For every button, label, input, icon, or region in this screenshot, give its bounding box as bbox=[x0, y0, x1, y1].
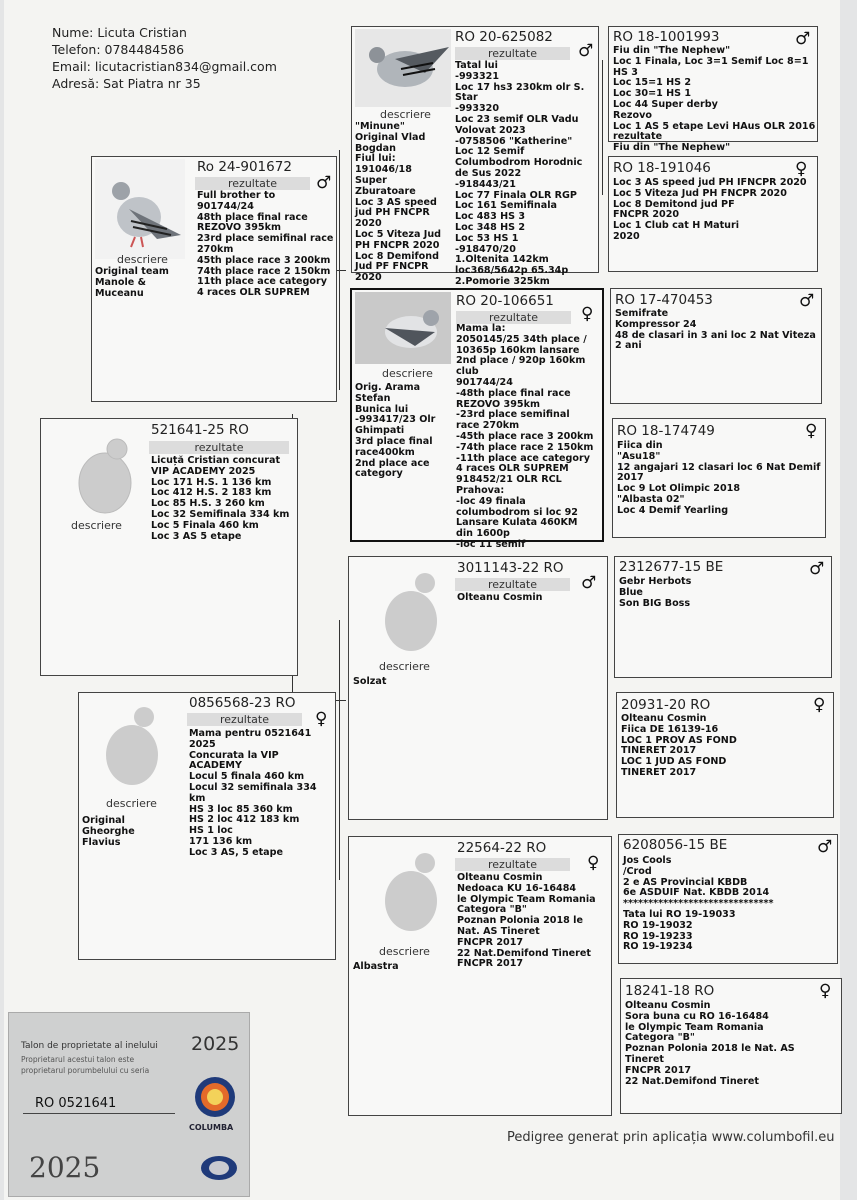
results-text: Tatal lui -993321 Loc 17 hs3 230km olr S. Star -993320 Loc 23 semif OLR Vadu Volovat 2023 -0758506 "Katherine" Loc 12 Semif Columbodrom Horodnic de Sus 2022 -918443/21 Loc 77 Finala OLR RGP Loc 161 Semifinala Loc 483 HS 3 Loc 348 HS 2 Loc 53 HS 1 -918470/20 1.Oltenita 142km loc368/5642p 65.34p 2.Pomorie 325km bbox=[455, 60, 585, 287]
results-text: Jos Cools /Crod 2 e AS Provincial KBDB 6e ASDUIF Nat. KBDB 2014 ****************************** Tata lui RO 19-19033 RO 19-19032 RO 19-19233 RO 19-19234 bbox=[623, 855, 774, 953]
ring-number: RO 20-625082 bbox=[455, 29, 553, 45]
pedigree-card-sds bbox=[610, 288, 822, 404]
pigeon-photo-placeholder bbox=[82, 695, 177, 795]
results-label: rezultate bbox=[195, 177, 310, 190]
talon-title: Talon de proprietate al inelului bbox=[21, 1041, 158, 1051]
origin-text: Original Gheorghe Flavius bbox=[82, 815, 135, 848]
pigeon-photo bbox=[355, 292, 451, 364]
color-text: Solzat bbox=[353, 676, 387, 687]
female-icon: ♀ bbox=[587, 853, 600, 873]
pedigree-card-sdd bbox=[612, 418, 826, 538]
talon-year: 2025 bbox=[191, 1033, 240, 1055]
male-icon: ♂ bbox=[578, 41, 594, 61]
talon-line-2: proprietarul porumbelului cu seria bbox=[21, 1066, 150, 1075]
male-icon: ♂ bbox=[795, 29, 811, 49]
ring-number: RO 18-174749 bbox=[617, 423, 715, 439]
results-label: rezultate bbox=[455, 858, 570, 871]
description-text: Orig. Arama Stefan Bunica lui -993417/23 Olr Ghimpati 3rd place final race400km 2nd place ace category bbox=[355, 382, 436, 480]
pedigree-card-sire-dam bbox=[350, 288, 604, 550]
pedigree-card-dam-sire bbox=[348, 556, 608, 820]
results-text: Licuță Cristian concurat VIP ACADEMY 2025 Loc 171 H.S. 1 136 km Loc 412 H.S. 2 183 km Loc 85 H.S. 3 260 km Loc 32 Semifinala 334 km Loc 5 Finala 460 km Loc 3 AS 5 etape bbox=[151, 455, 290, 542]
pedigree-card-main bbox=[40, 418, 298, 676]
federation-logo bbox=[199, 1153, 239, 1183]
description-text: "Minune" Original Vlad Bogdan Fiul lui: 191046/18 Super Zburatoare Loc 3 AS speed jud PH FNCPR 2020 Loc 5 Viteza Jud PH FNCPR 2020 Loc 8 Demifond Jud PF FNCPR 2020 bbox=[355, 121, 442, 284]
pedigree-card-sire bbox=[91, 156, 337, 402]
results-text: Loc 3 AS speed jud PH IFNCPR 2020 Loc 5 Viteza Jud PH FNCPR 2020 Loc 8 Demitond jud PF FNCPR 2020 Loc 1 Club cat H Maturi 2020 bbox=[613, 177, 807, 242]
male-icon: ♂ bbox=[809, 559, 825, 579]
ring-number: RO 20-106651 bbox=[456, 293, 554, 309]
ring-number: 3011143-22 RO bbox=[457, 560, 564, 576]
pigeon-photo-placeholder bbox=[359, 841, 459, 941]
description-label: descriere bbox=[117, 253, 168, 266]
ring-number: Ro 24-901672 bbox=[197, 159, 292, 175]
pedigree-card-dss bbox=[614, 556, 832, 678]
connector-line bbox=[339, 150, 340, 390]
results-label: rezultate bbox=[455, 578, 570, 591]
owner-address: Adresă: Sat Piatra nr 35 bbox=[52, 76, 201, 91]
pedigree-card-dam bbox=[78, 692, 336, 960]
female-icon: ♀ bbox=[813, 695, 826, 715]
male-icon: ♂ bbox=[817, 837, 833, 857]
ring-number: 18241-18 RO bbox=[625, 983, 715, 999]
owner-contact bbox=[52, 24, 277, 92]
pedigree-card-sire-sire bbox=[351, 26, 599, 287]
ring-number: RO 18-1001993 bbox=[613, 29, 720, 45]
pigeon-photo bbox=[95, 159, 185, 259]
ring-number: RO 17-470453 bbox=[615, 292, 713, 308]
pigeon-photo-placeholder bbox=[359, 561, 459, 661]
pedigree-card-dam-dam bbox=[348, 836, 612, 1116]
color-text: Albastra bbox=[353, 961, 399, 972]
owner-phone: Telefon: 0784484586 bbox=[52, 42, 185, 57]
owner-name: Nume: Licuta Cristian bbox=[52, 25, 187, 40]
ring-number: 20931-20 RO bbox=[621, 697, 711, 713]
talon-ring-number: RO 0521641 bbox=[23, 1095, 175, 1114]
female-icon: ♀ bbox=[581, 304, 594, 324]
female-icon: ♀ bbox=[819, 981, 832, 1001]
pedigree-card-sss bbox=[608, 26, 818, 154]
origin-text: Original team Manole & Muceanu bbox=[95, 266, 169, 299]
results-text: Mama la: 2050145/25 34th place / 10365p 160km lansare 2nd place / 920p 160km club 901744/24 -48th place final race REZOVO 395km -23rd place semifinal race 270km -45th place race 3 200km -74th place race 2 150km -11th place ace category 4 races OLR SUPREM 918452/21 OLR RCL Prahova: -loc 49 finala columbodrom si loc 92 Lansare Kulata 460KM din 1600p -loc 11 semif bbox=[456, 323, 594, 550]
ownership-talon bbox=[8, 1012, 250, 1197]
results-label: rezultate bbox=[149, 441, 289, 454]
connector-line bbox=[339, 620, 340, 880]
results-text: Olteanu Cosmin Sora buna cu RO 16-16484 le Olympic Team Romania Categora "B" Poznan Polonia 2018 le Nat. AS Tineret FNCPR 2017 22 Nat.Demifond Tineret bbox=[625, 1000, 795, 1087]
connector-line bbox=[292, 674, 293, 694]
results-text: Olteanu Cosmin Fiica DE 16139-16 LOC 1 PROV AS FOND TINERET 2017 LOC 1 JUD AS FOND TINERET 2017 bbox=[621, 713, 737, 778]
results-label: rezultate bbox=[455, 47, 570, 60]
description-label: descriere bbox=[382, 367, 433, 380]
talon-big-year: 2025 bbox=[29, 1151, 101, 1184]
footer-text: Pedigree generat prin aplicația www.columbofil.eu bbox=[507, 1130, 835, 1145]
results-text: Full brother to 901744/24 48th place final race REZOVO 395km 23rd place semifinal race 270km 45th place race 3 200km 74th place race 2 150km 11th place ace category 4 races OLR SUPREM bbox=[197, 190, 334, 299]
pedigree-card-dds bbox=[618, 834, 838, 964]
male-icon: ♂ bbox=[581, 573, 597, 593]
female-icon: ♀ bbox=[805, 421, 818, 441]
description-label: descriere bbox=[71, 519, 122, 532]
female-icon: ♀ bbox=[795, 159, 808, 179]
male-icon: ♂ bbox=[799, 291, 815, 311]
results-text: Mama pentru 0521641 2025 Concurata la VIP ACADEMY Locul 5 finala 460 km Locul 32 semifinala 334 km HS 3 loc 85 360 km HS 2 loc 412 183 km HS 1 loc 171 136 km Loc 3 AS, 5 etape bbox=[189, 728, 317, 858]
connector-line bbox=[602, 60, 603, 195]
owner-email: Email: licutacristian834@gmail.com bbox=[52, 59, 277, 74]
description-label: descriere bbox=[379, 945, 430, 958]
talon-line-1: Proprietarul acestui talon este bbox=[21, 1055, 135, 1064]
ring-number: 6208056-15 BE bbox=[623, 837, 728, 853]
ring-number: 0856568-23 RO bbox=[189, 695, 296, 711]
description-label: descriere bbox=[379, 660, 430, 673]
results-text: Olteanu Cosmin bbox=[457, 592, 543, 603]
results-text: Fiica din "Asu18" 12 angajari 12 clasari loc 6 Nat Demif 2017 Loc 9 Lot Olimpic 2018 "Albasta 02" Loc 4 Demif Yearling bbox=[617, 440, 821, 516]
results-label: rezultate bbox=[187, 713, 302, 726]
results-text: Semifrate Kompressor 24 48 de clasari in 3 ani loc 2 Nat Viteza 2 ani bbox=[615, 308, 816, 352]
pedigree-card-dsd bbox=[616, 692, 834, 818]
ring-number: 2312677-15 BE bbox=[619, 559, 724, 575]
columba-brand: COLUMBA bbox=[189, 1123, 234, 1132]
results-label: rezultate bbox=[456, 311, 571, 324]
ring-number: 22564-22 RO bbox=[457, 840, 547, 856]
pedigree-card-ssd bbox=[608, 156, 818, 272]
columba-logo bbox=[193, 1075, 237, 1119]
pigeon-photo-placeholder bbox=[55, 423, 145, 533]
description-label: descriere bbox=[380, 108, 431, 121]
ring-number: 521641-25 RO bbox=[151, 422, 249, 438]
pigeon-photo bbox=[355, 29, 451, 107]
female-icon: ♀ bbox=[315, 709, 328, 729]
pedigree-card-ddd bbox=[620, 978, 842, 1114]
results-text: Fiu din "The Nephew" Loc 1 Finala, Loc 3=1 Semif Loc 8=1 HS 3 Loc 15=1 HS 2 Loc 30=1 HS 1 Loc 44 Super derby Rezovo Loc 1 AS 5 etape Levi HAus OLR 2016 rezultate Fiu din "The Nephew" bbox=[613, 45, 816, 154]
results-text: Gebr Herbots Blue Son BIG Boss bbox=[619, 576, 692, 609]
description-label: descriere bbox=[106, 797, 157, 810]
male-icon: ♂ bbox=[316, 173, 332, 193]
results-text: Olteanu Cosmin Nedoaca KU 16-16484 le Olympic Team Romania Categora "B" Poznan Polonia 2018 le Nat. AS Tineret FNCPR 2017 22 Nat.Demifond Tineret FNCPR 2017 bbox=[457, 872, 596, 970]
ring-number: RO 18-191046 bbox=[613, 160, 711, 176]
